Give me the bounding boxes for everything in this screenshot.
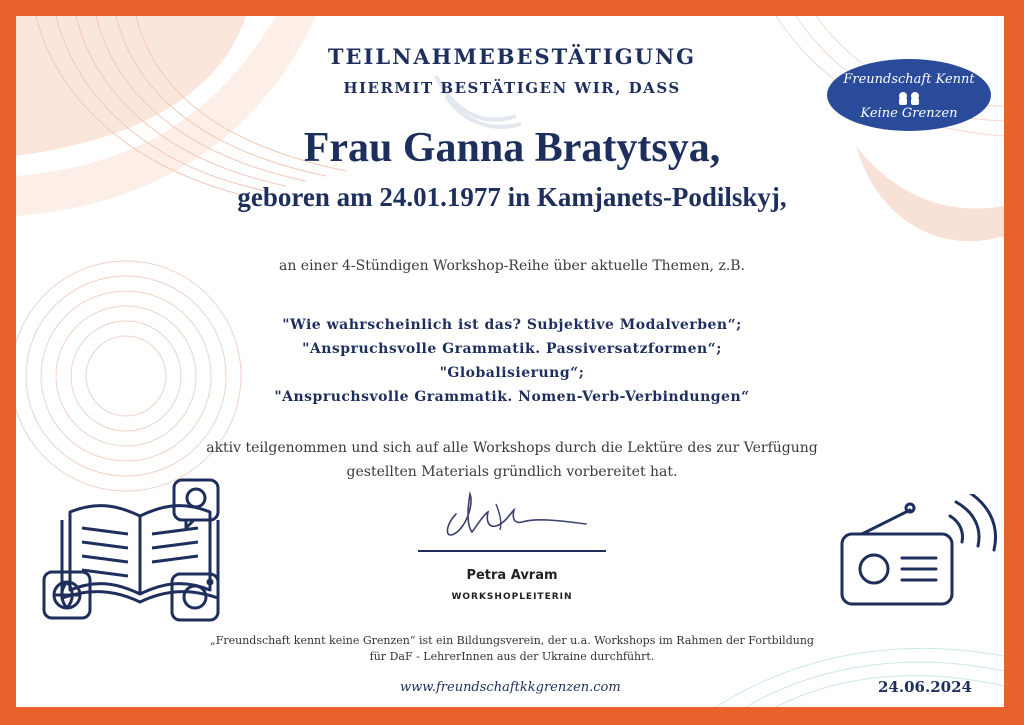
- certificate-title: TEILNAHMEBESTÄTIGUNG: [327, 44, 697, 69]
- issue-date: 24.06.2024: [878, 678, 972, 696]
- topic-item: "Anspruchsvolle Grammatik. Passiversatzformen“;: [302, 341, 722, 357]
- organization-note: [0, 633, 1024, 665]
- note-line-1: „Freundschaft kennt keine Grenzen“ ist ein Bildungsverein, der u.a. Workshops im Rahmen der Fortbildung: [210, 634, 814, 647]
- note-line-2: für DaF - LehrerInnen aus der Ukraine durchführt.: [369, 650, 655, 663]
- website-link[interactable]: www.freundschaftkkgrenzen.com: [400, 680, 621, 695]
- topic-item: "Wie wahrscheinlich ist das? Subjektive Modalverben“;: [282, 317, 742, 333]
- topic-item: "Globalisierung“;: [439, 365, 585, 381]
- closing-line-2: gestellten Materials gründlich vorbereitet hat.: [346, 464, 678, 480]
- learning-icons: [40, 472, 240, 632]
- topic-item: "Anspruchsvolle Grammatik. Nomen-Verb-Verbindungen“: [274, 389, 750, 405]
- birth-line: geboren am 24.01.1977 in Kamjanets-Podilskyj,: [237, 182, 787, 212]
- closing-line-1: aktiv teilgenommen und sich auf alle Workshops durch die Lektüre des zur Verfügung: [206, 440, 818, 456]
- intro-text: an einer 4-Stündigen Workshop-Reihe über aktuelle Themen, z.B.: [278, 258, 746, 274]
- logo-text-line1: Freundschaft Kennt: [843, 72, 975, 87]
- participant-name: Frau Ganna Bratytsya,: [303, 125, 721, 171]
- signer-name: Petra Avram: [466, 568, 558, 583]
- signature-line: [418, 550, 606, 552]
- signer-role: WORKSHOPLEITERIN: [451, 592, 573, 602]
- logo-text-line2: Keine Grenzen: [860, 106, 958, 121]
- radio-icon: [832, 494, 1002, 610]
- topic-list: [0, 313, 1024, 409]
- handwritten-signature: [426, 484, 606, 544]
- certificate-subtitle: HIERMIT BESTÄTIGEN WIR, DASS: [343, 79, 681, 97]
